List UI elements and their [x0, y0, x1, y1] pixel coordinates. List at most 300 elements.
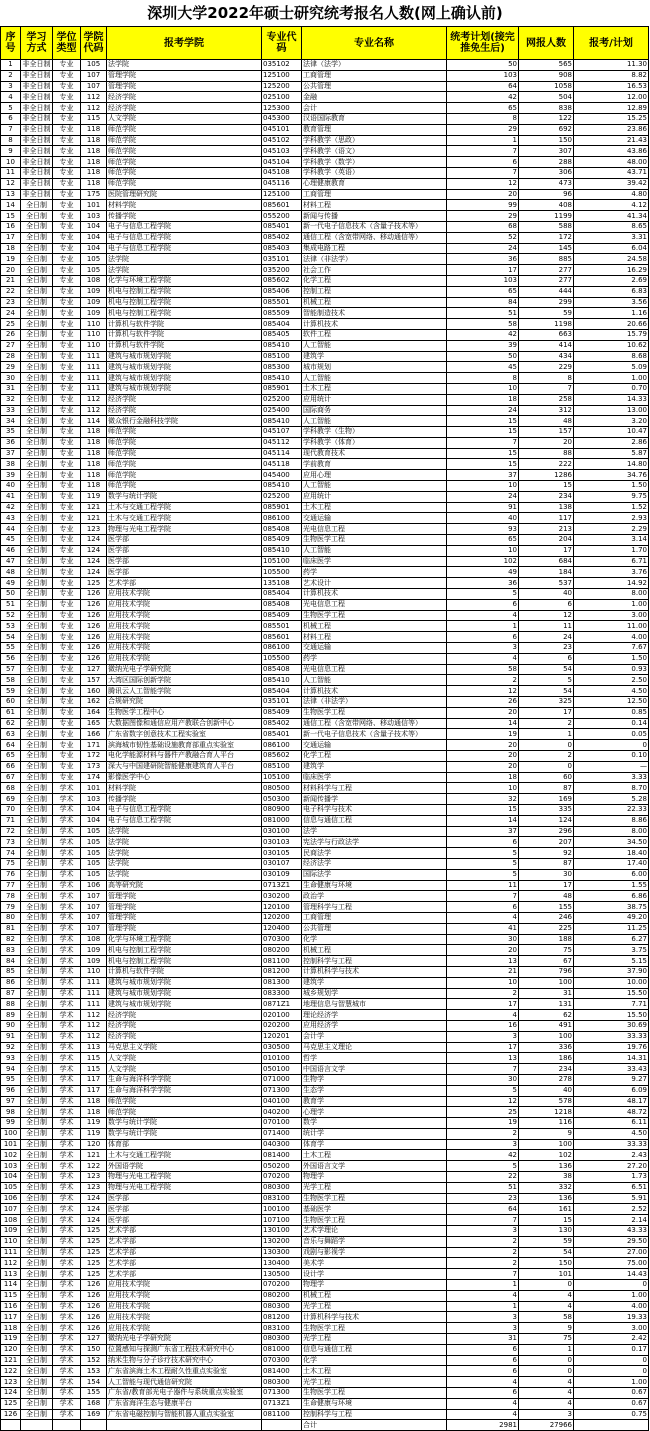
- plan-count-cell: 10: [447, 481, 519, 492]
- registration-count-cell: 588: [519, 221, 574, 232]
- study-mode-cell: 全日制: [21, 1193, 53, 1204]
- row-index-cell: 58: [1, 675, 21, 686]
- major-name-cell: 光学工程: [302, 1182, 447, 1193]
- college-code-cell: 117: [81, 1085, 107, 1096]
- plan-count-cell: 4: [447, 610, 519, 621]
- degree-type-cell: 学术: [53, 869, 81, 880]
- row-index-cell: 102: [1, 1150, 21, 1161]
- major-code-cell: 025400: [262, 405, 302, 416]
- college-name-cell: 滨海城市韧性基础设施教育部重点实验室: [107, 740, 262, 751]
- study-mode-cell: 全日制: [21, 470, 53, 481]
- column-header: 学习方式: [21, 27, 53, 60]
- plan-count-cell: 3: [447, 1312, 519, 1323]
- row-index-cell: 100: [1, 1128, 21, 1139]
- enrollment-table: [0, 26, 649, 1431]
- study-mode-cell: 全日制: [21, 988, 53, 999]
- study-mode-cell: 全日制: [21, 761, 53, 772]
- registration-count-cell: 1286: [519, 470, 574, 481]
- major-code-cell: 085410: [262, 675, 302, 686]
- major-code-cell: 085402: [262, 718, 302, 729]
- plan-count-cell: 15: [447, 427, 519, 438]
- degree-type-cell: 专业: [53, 113, 81, 124]
- registration-count-cell: 796: [519, 966, 574, 977]
- degree-type-cell: 学术: [53, 837, 81, 848]
- plan-count-cell: 24: [447, 405, 519, 416]
- college-name-cell: 建筑与城市规划学院: [107, 383, 262, 394]
- table-row: [1, 848, 649, 859]
- table-row: [1, 869, 649, 880]
- plan-count-cell: 13: [447, 1053, 519, 1064]
- row-index-cell: 36: [1, 437, 21, 448]
- major-name-cell: 生物医学工程: [302, 1388, 447, 1399]
- row-index-cell: 123: [1, 1377, 21, 1388]
- page-title: 深圳大学2022年硕士研究统考报名人数(网上确认前): [147, 4, 503, 22]
- plan-count-cell: 6: [447, 1366, 519, 1377]
- registration-count-cell: 0: [519, 740, 574, 751]
- major-name-cell: 人工智能: [302, 545, 447, 556]
- table-row: [1, 221, 649, 232]
- row-index-cell: 15: [1, 211, 21, 222]
- registration-count-cell: 0: [519, 1355, 574, 1366]
- study-mode-cell: 非全日制: [22, 60, 51, 69]
- study-mode-cell: 全日制: [21, 1053, 53, 1064]
- degree-type-cell: 学术: [53, 1290, 81, 1301]
- degree-type-cell: 专业: [53, 729, 81, 740]
- row-index-cell: 34: [1, 416, 21, 427]
- study-mode-cell: 非全日制: [22, 81, 51, 90]
- row-index-cell: 64: [1, 740, 21, 751]
- college-name-cell: 建筑与城市规划学院: [107, 977, 262, 988]
- study-mode-cell: 全日制: [21, 880, 53, 891]
- empty-cell: [1, 1420, 21, 1431]
- college-name-cell: 化学与环境工程学院: [107, 275, 262, 286]
- college-name-cell: 管理学院: [107, 923, 262, 934]
- major-name-cell: 通信工程（含宽带网络、移动通信等）: [302, 232, 447, 243]
- major-name-cell: 光电信息工程: [302, 599, 447, 610]
- college-name-cell: 传播学院: [107, 794, 262, 805]
- row-index-cell: 27: [1, 340, 21, 351]
- college-name-cell: 师范学院: [107, 481, 262, 492]
- degree-type-cell: 专业: [53, 81, 81, 92]
- registration-count-cell: 136: [519, 1161, 574, 1172]
- college-code-cell: 118: [81, 157, 107, 168]
- major-name-cell: 城市规划: [302, 362, 447, 373]
- study-mode-cell: 全日制: [21, 794, 53, 805]
- ratio-cell: 12.00: [574, 92, 649, 103]
- table-row: [1, 880, 649, 891]
- college-name-cell: 应用技术学院: [107, 621, 262, 632]
- table-row: [1, 740, 649, 751]
- registration-count-cell: 88: [519, 448, 574, 459]
- plan-count-cell: 64: [447, 1204, 519, 1215]
- ratio-cell: 2.69: [574, 275, 649, 286]
- college-name-cell: 经济学院: [107, 92, 262, 103]
- row-index-cell: 91: [1, 1031, 21, 1042]
- registration-count-cell: 150: [519, 135, 574, 146]
- ratio-cell: 6.71: [574, 556, 649, 567]
- degree-type-cell: 学术: [53, 1096, 81, 1107]
- college-name-cell: 经济学院: [107, 405, 262, 416]
- registration-count-cell: 296: [519, 826, 574, 837]
- major-code-cell: 085408: [262, 524, 302, 535]
- major-code-cell: 125200: [262, 81, 302, 92]
- ratio-cell: 2.42: [574, 1334, 649, 1345]
- table-row: [1, 999, 649, 1010]
- college-name-cell: 师范学院: [107, 1107, 262, 1118]
- major-code-cell: 105100: [262, 772, 302, 783]
- registration-count-cell: 1058: [519, 81, 574, 92]
- ratio-cell: 48.17: [574, 1096, 649, 1107]
- plan-count-cell: 25: [447, 1107, 519, 1118]
- major-name-cell: 生物医学工程: [302, 535, 447, 546]
- study-mode-cell: 全日制: [21, 211, 53, 222]
- plan-count-cell: 7: [447, 437, 519, 448]
- college-name-cell: 医院管理研究院: [107, 189, 262, 200]
- ratio-cell: 14.92: [574, 578, 649, 589]
- college-code-cell: 111: [81, 977, 107, 988]
- row-index-cell: 126: [1, 1409, 21, 1420]
- degree-type-cell: 学术: [53, 783, 81, 794]
- plan-count-cell: 4: [447, 653, 519, 664]
- plan-count-cell: 7: [447, 891, 519, 902]
- degree-type-cell: 专业: [53, 362, 81, 373]
- row-index-cell: 107: [1, 1204, 21, 1215]
- major-name-cell: 临床医学: [302, 556, 447, 567]
- college-name-cell: 管理学院: [107, 70, 262, 81]
- degree-type-cell: 学术: [53, 923, 81, 934]
- degree-type-cell: 学术: [53, 1236, 81, 1247]
- study-mode-cell: 全日制: [21, 815, 53, 826]
- major-code-cell: 120200: [262, 912, 302, 923]
- degree-type-cell: 专业: [53, 351, 81, 362]
- plan-count-cell: 20: [447, 945, 519, 956]
- ratio-cell: 3.56: [574, 297, 649, 308]
- college-name-cell: 法学院: [107, 60, 262, 71]
- major-code-cell: 083100: [262, 1323, 302, 1334]
- table-row: [1, 643, 649, 654]
- plan-count-cell: 1: [447, 135, 519, 146]
- study-mode-cell: 全日制: [21, 869, 53, 880]
- registration-count-cell: 258: [519, 394, 574, 405]
- college-name-cell: 纳米生物与分子诊疗技术研究中心: [107, 1355, 262, 1366]
- college-code-cell: 106: [81, 880, 107, 891]
- registration-count-cell: 663: [519, 329, 574, 340]
- college-name-cell: 机电与控制工程学院: [107, 297, 262, 308]
- degree-type-cell: 专业: [53, 599, 81, 610]
- study-mode-cell: 全日制: [21, 221, 53, 232]
- ratio-cell: 0.67: [574, 1398, 649, 1409]
- major-code-cell: 120100: [262, 902, 302, 913]
- degree-type-cell: 学术: [53, 1118, 81, 1129]
- plan-count-cell: 99: [447, 200, 519, 211]
- study-mode-cell: 全日制: [21, 589, 53, 600]
- row-index-cell: 79: [1, 902, 21, 913]
- major-name-cell: 学科教学（思政）: [302, 135, 447, 146]
- row-index-cell: 48: [1, 567, 21, 578]
- row-index-cell: 71: [1, 815, 21, 826]
- study-mode-cell: 全日制: [21, 664, 53, 675]
- college-name-cell: 外国语学院: [107, 1161, 262, 1172]
- column-header: 专业名称: [302, 27, 447, 60]
- ratio-cell: 33.43: [574, 1064, 649, 1075]
- degree-type-cell: 学术: [53, 1312, 81, 1323]
- plan-count-cell: 29: [447, 124, 519, 135]
- row-index-cell: 87: [1, 988, 21, 999]
- major-code-cell: 010100: [262, 1053, 302, 1064]
- table-row: [1, 1377, 649, 1388]
- plan-count-cell: 15: [447, 416, 519, 427]
- plan-count-cell: 103: [447, 275, 519, 286]
- column-header: 序号: [1, 27, 21, 60]
- ratio-cell: 27.20: [574, 1161, 649, 1172]
- row-index-cell: 110: [1, 1236, 21, 1247]
- plan-count-cell: 12: [447, 1096, 519, 1107]
- college-code-cell: 117: [81, 1074, 107, 1085]
- degree-type-cell: 专业: [53, 373, 81, 384]
- study-mode-cell: 全日制: [21, 567, 53, 578]
- major-name-cell: 材料科学与工程: [302, 783, 447, 794]
- degree-type-cell: 学术: [53, 880, 81, 891]
- table-row: [1, 1204, 649, 1215]
- major-code-cell: 025200: [262, 394, 302, 405]
- major-code-cell: 130100: [262, 1226, 302, 1237]
- major-code-cell: 085509: [262, 308, 302, 319]
- study-mode-cell: 全日制: [21, 1139, 53, 1150]
- degree-type-cell: 专业: [53, 92, 81, 103]
- registration-count-cell: 1218: [519, 1107, 574, 1118]
- plan-count-cell: 4: [447, 1010, 519, 1021]
- degree-type-cell: 专业: [53, 135, 81, 146]
- row-index-cell: 9: [1, 146, 21, 157]
- table-header: [1, 27, 649, 60]
- table-row: [1, 1128, 649, 1139]
- table-row: [1, 427, 649, 438]
- study-mode-cell: 全日制: [21, 1010, 53, 1021]
- major-name-cell: 教育学: [302, 1096, 447, 1107]
- college-name-cell: 医学部: [107, 567, 262, 578]
- registration-count-cell: 23: [519, 643, 574, 654]
- study-mode-cell: 全日制: [21, 1290, 53, 1301]
- major-code-cell: 085501: [262, 297, 302, 308]
- major-code-cell: 130300: [262, 1247, 302, 1258]
- registration-count-cell: 15: [519, 481, 574, 492]
- plan-count-cell: 6: [447, 1344, 519, 1355]
- degree-type-cell: 专业: [53, 772, 81, 783]
- study-mode-cell: 全日制: [21, 858, 53, 869]
- major-name-cell: 物理学: [302, 1280, 447, 1291]
- registration-count-cell: 59: [519, 308, 574, 319]
- plan-count-cell: 14: [447, 718, 519, 729]
- college-name-cell: 艺术学部: [107, 578, 262, 589]
- study-mode-cell: 全日制: [21, 448, 53, 459]
- ratio-cell: 16.53: [574, 81, 649, 92]
- registration-count-cell: 9: [519, 1128, 574, 1139]
- major-name-cell: 现代教育技术: [302, 448, 447, 459]
- degree-type-cell: 专业: [53, 60, 81, 71]
- row-index-cell: 86: [1, 977, 21, 988]
- major-code-cell: 085403: [262, 243, 302, 254]
- registration-count-cell: 4: [519, 1398, 574, 1409]
- college-code-cell: 105: [81, 848, 107, 859]
- degree-type-cell: 学术: [53, 912, 81, 923]
- college-name-cell: 法学院: [107, 254, 262, 265]
- college-name-cell: 医学部: [107, 1204, 262, 1215]
- study-mode-cell: 全日制: [21, 740, 53, 751]
- row-index-cell: 108: [1, 1215, 21, 1226]
- degree-type-cell: 专业: [53, 427, 81, 438]
- row-index-cell: 74: [1, 848, 21, 859]
- major-name-cell: 化学工程: [302, 275, 447, 286]
- table-row: [1, 1226, 649, 1237]
- table-row: [1, 1290, 649, 1301]
- major-name-cell: 艺术设计: [302, 578, 447, 589]
- registration-count-cell: 473: [519, 178, 574, 189]
- table-row: [1, 470, 649, 481]
- table-row: [1, 1020, 649, 1031]
- registration-count-cell: 131: [519, 999, 574, 1010]
- total-row: [1, 1420, 649, 1431]
- plan-count-cell: 49: [447, 567, 519, 578]
- ratio-cell: 3.31: [574, 232, 649, 243]
- table-row: [1, 912, 649, 923]
- row-index-cell: 96: [1, 1085, 21, 1096]
- study-mode-cell: 全日制: [21, 545, 53, 556]
- degree-type-cell: 学术: [53, 902, 81, 913]
- study-mode-cell: 全日制: [21, 891, 53, 902]
- study-mode-cell: 全日制: [21, 459, 53, 470]
- college-name-cell: 管理学院: [107, 891, 262, 902]
- registration-count-cell: 288: [519, 157, 574, 168]
- ratio-cell: 43.33: [574, 1226, 649, 1237]
- table-row: [1, 923, 649, 934]
- ratio-cell: 10.62: [574, 340, 649, 351]
- registration-count-cell: 155: [519, 902, 574, 913]
- college-name-cell: 微众银行金融科技学院: [107, 416, 262, 427]
- college-name-cell: 机电与控制工程学院: [107, 308, 262, 319]
- major-code-cell: 085410: [262, 340, 302, 351]
- degree-type-cell: 学术: [53, 1139, 81, 1150]
- registration-count-cell: 17: [519, 545, 574, 556]
- study-mode-cell: 全日制: [21, 394, 53, 405]
- major-code-cell: 085402: [262, 232, 302, 243]
- study-mode-cell: 全日制: [21, 632, 53, 643]
- college-code-cell: 109: [81, 286, 107, 297]
- total-plan: 2981: [447, 1420, 519, 1431]
- row-index-cell: 41: [1, 491, 21, 502]
- plan-count-cell: 2: [447, 1236, 519, 1247]
- plan-count-cell: 32: [447, 794, 519, 805]
- row-index-cell: 31: [1, 383, 21, 394]
- ratio-cell: 27.00: [574, 1247, 649, 1258]
- empty-cell: [574, 1420, 649, 1431]
- major-name-cell: 马克思主义理论: [302, 1042, 447, 1053]
- degree-type-cell: 专业: [53, 567, 81, 578]
- plan-count-cell: 16: [447, 1020, 519, 1031]
- registration-count-cell: 3: [519, 1409, 574, 1420]
- major-code-cell: 070200: [262, 1172, 302, 1183]
- degree-type-cell: 专业: [53, 243, 81, 254]
- study-mode-cell: 非全日制: [22, 179, 51, 188]
- college-code-cell: 118: [81, 146, 107, 157]
- college-code-cell: 157: [81, 675, 107, 686]
- table-row: [1, 751, 649, 762]
- study-mode-cell: 全日制: [21, 383, 53, 394]
- college-code-cell: 107: [81, 912, 107, 923]
- table-row: [1, 902, 649, 913]
- degree-type-cell: 学术: [53, 1269, 81, 1280]
- plan-count-cell: 6: [447, 1388, 519, 1399]
- table-row: [1, 1301, 649, 1312]
- college-name-cell: 经济学院: [107, 394, 262, 405]
- major-name-cell: 公共管理: [302, 923, 447, 934]
- major-name-cell: 建筑学: [302, 761, 447, 772]
- plan-count-cell: 42: [447, 329, 519, 340]
- table-body: [1, 60, 649, 1431]
- degree-type-cell: 学术: [53, 858, 81, 869]
- table-row: [1, 718, 649, 729]
- plan-count-cell: 1: [447, 1301, 519, 1312]
- college-name-cell: 数学与统计学院: [107, 1118, 262, 1129]
- major-name-cell: 音乐与舞蹈学: [302, 1236, 447, 1247]
- college-name-cell: 师范学院: [107, 146, 262, 157]
- college-name-cell: 师范学院: [107, 167, 262, 178]
- row-index-cell: 92: [1, 1042, 21, 1053]
- plan-count-cell: 10: [447, 545, 519, 556]
- major-code-cell: 080300: [262, 1182, 302, 1193]
- row-index-cell: 118: [1, 1323, 21, 1334]
- degree-type-cell: 专业: [53, 329, 81, 340]
- ratio-cell: 4.50: [574, 1128, 649, 1139]
- college-name-cell: 广东省/教育部光电子器件与系统重点实验室: [107, 1388, 262, 1399]
- college-code-cell: 110: [81, 966, 107, 977]
- row-index-cell: 47: [1, 556, 21, 567]
- ratio-cell: 5.28: [574, 794, 649, 805]
- table-row: [1, 826, 649, 837]
- row-index-cell: 13: [1, 189, 21, 200]
- ratio-cell: 6.86: [574, 891, 649, 902]
- major-code-cell: 125100: [262, 189, 302, 200]
- major-name-cell: 土木工程: [302, 502, 447, 513]
- row-index-cell: 106: [1, 1193, 21, 1204]
- plan-count-cell: 6: [447, 632, 519, 643]
- study-mode-cell: 全日制: [21, 1150, 53, 1161]
- study-mode-cell: 全日制: [21, 254, 53, 265]
- major-code-cell: 085404: [262, 589, 302, 600]
- major-name-cell: 金融: [302, 92, 447, 103]
- major-name-cell: 机械工程: [302, 297, 447, 308]
- table-row: [1, 567, 649, 578]
- major-code-cell: 0713Z1: [262, 880, 302, 891]
- college-code-cell: 104: [81, 815, 107, 826]
- college-name-cell: 广东省电磁控制与智能机器人重点实验室: [107, 1409, 262, 1420]
- registration-count-cell: 40: [519, 1085, 574, 1096]
- college-name-cell: 机电与控制工程学院: [107, 956, 262, 967]
- study-mode-cell: 全日制: [21, 513, 53, 524]
- row-index-cell: 20: [1, 265, 21, 276]
- table-row: [1, 1312, 649, 1323]
- ratio-cell: 16.29: [574, 265, 649, 276]
- ratio-cell: 6.09: [574, 1085, 649, 1096]
- college-name-cell: 管理学院: [107, 902, 262, 913]
- registration-count-cell: 277: [519, 265, 574, 276]
- college-code-cell: 107: [81, 70, 107, 81]
- major-code-cell: 083300: [262, 988, 302, 999]
- ratio-cell: 0.85: [574, 707, 649, 718]
- registration-count-cell: 62: [519, 1010, 574, 1021]
- college-code-cell: 112: [81, 92, 107, 103]
- college-code-cell: 105: [81, 826, 107, 837]
- major-name-cell: 应用经济学: [302, 1020, 447, 1031]
